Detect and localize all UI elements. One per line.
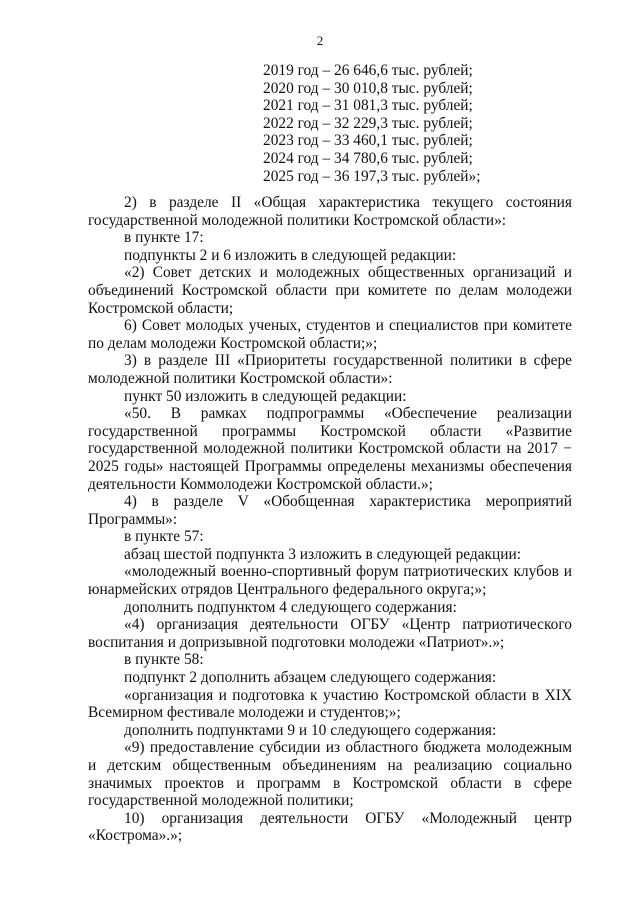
paragraph: «организация и подготовка к участию Костромской области в XIX Всемирном фестивале молодежи и студентов;»; xyxy=(88,686,572,722)
paragraph: «4) организация деятельности ОГБУ «Центр патриотического воспитания и допризывной подготовки молодежи «Патриот».»; xyxy=(88,616,572,651)
paragraph: дополнить подпунктами 9 и 10 следующего содержания: xyxy=(124,721,497,739)
paragraph: в пункте 58: xyxy=(124,651,204,669)
paragraph: 2) в разделе II «Общая характеристика текущего состояния государственной молодежной политики Костромской области»: xyxy=(88,194,572,229)
document-body xyxy=(88,194,572,845)
paragraph: подпункт 2 дополнить абзацем следующего содержания: xyxy=(124,669,497,687)
paragraph: 6) Совет молодых ученых, студентов и специалистов при комитете по делам молодежи Костромской области;»; xyxy=(88,317,572,352)
paragraph: в пункте 17: xyxy=(124,229,204,247)
paragraph: «9) предоставление субсидии из областного бюджета молодежным и детским общественным объединениям на реализацию социально значимых проектов и программ в Костромской области в сфере государственной молодежной политики; xyxy=(88,739,572,810)
paragraph: абзац шестой подпункта 3 изложить в следующей редакции: xyxy=(124,545,522,563)
paragraph: «2) Совет детских и молодежных общественных организаций и объединений Костромской области при комитете по делам молодежи Костромской области; xyxy=(88,264,572,317)
paragraph: подпункты 2 и 6 изложить в следующей редакции: xyxy=(124,246,457,264)
budget-line: 2020 год – 30 010,8 тыс. рублей; xyxy=(263,79,473,97)
paragraph: дополнить подпунктом 4 следующего содержания: xyxy=(124,598,457,616)
budget-line: 2023 год – 33 460,1 тыс. рублей; xyxy=(263,132,473,150)
paragraph: «50. В рамках подпрограммы «Обеспечение реализации государственной программы Костромской области «Развитие государственной молодежной политики Костромской области на 2017 − 2025 годы» настоящей Программы определены механизмы обеспечения деятельности Коммолодежи Костромской области.»; xyxy=(88,405,572,493)
budget-by-year-list xyxy=(263,62,481,185)
budget-line: 2025 год – 36 197,3 тыс. рублей»; xyxy=(263,167,481,185)
paragraph: пункт 50 изложить в следующей редакции: xyxy=(124,387,407,405)
budget-line: 2021 год – 31 081,3 тыс. рублей; xyxy=(263,97,473,115)
paragraph: 4) в разделе V «Обобщенная характеристика мероприятий Программы»: xyxy=(88,493,572,528)
paragraph: 3) в разделе III «Приоритеты государственной политики в сфере молодежной политики Костромской области»: xyxy=(88,352,572,387)
budget-line: 2024 год – 34 780,6 тыс. рублей; xyxy=(263,149,473,167)
paragraph: 10) организация деятельности ОГБУ «Молодежный центр «Кострома».»; xyxy=(88,809,572,845)
budget-line: 2019 год – 26 646,6 тыс. рублей; xyxy=(263,62,473,79)
paragraph: в пункте 57: xyxy=(124,528,204,546)
page-number: 2 xyxy=(316,33,324,48)
budget-line: 2022 год – 32 229,3 тыс. рублей; xyxy=(263,114,473,132)
paragraph: «молодежный военно-спортивный форум патриотических клубов и юнармейских отрядов Центрального федерального округа;»; xyxy=(88,563,572,599)
